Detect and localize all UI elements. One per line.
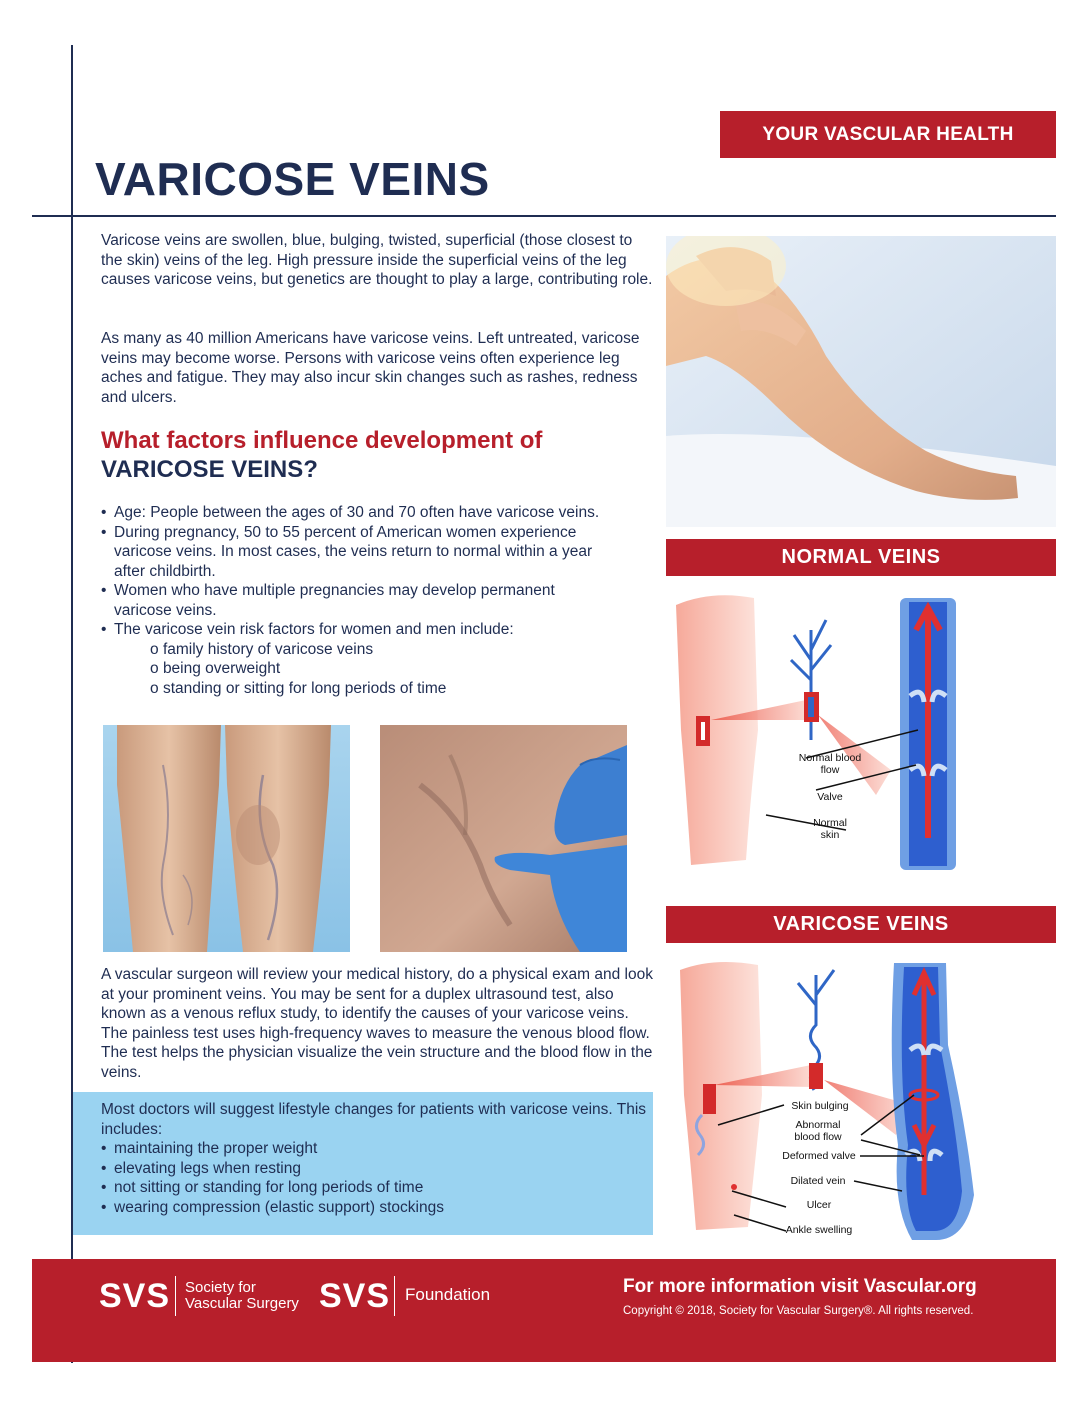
society-name-line-1: Society for: [185, 1279, 256, 1296]
factors-heading: [101, 426, 661, 484]
label-abnormal-blood-flow: Abnormal blood flow: [794, 1119, 842, 1143]
normal-veins-diagram: [666, 590, 1056, 880]
copyright-text: Copyright © 2018, Society for Vascular Surgery®. All rights reserved.: [623, 1305, 974, 1317]
diagnosis-paragraph: A vascular surgeon will review your medical history, do a physical exam and look at your prominent veins. You may be sent for a duplex ultrasound test, also known as a venous reflux study, to identify the causes of your varicose veins. The painless test uses high-frequency waves to measure the venous blood flow. The test helps the physician visualize the vein structure and the blood flow in the veins.: [101, 966, 653, 1081]
label-dilated-vein: Dilated vein: [790, 1175, 846, 1187]
normal-veins-header: NORMAL VEINS: [666, 539, 1056, 576]
foundation-name: Foundation: [405, 1285, 491, 1304]
header-rule: [32, 215, 1056, 217]
lifestyle-callout-text: [101, 1100, 653, 1217]
varicose-veins-header: VARICOSE VEINS: [666, 906, 1056, 943]
legs-varicose-photo: [103, 725, 350, 952]
label-ulcer: Ulcer: [806, 1199, 832, 1211]
risk-factor-item: o being overweight: [150, 659, 653, 679]
sitting-leg-photo: [666, 236, 1056, 527]
factors-heading-blue: VARICOSE VEINS?: [101, 456, 318, 483]
svs-foundation-logo: SVS: [319, 1277, 391, 1315]
label-valve: Valve: [817, 791, 843, 803]
society-name-line-2: Vascular Surgery: [185, 1295, 299, 1312]
intro-paragraph-2: As many as 40 million Americans have varicose veins. Left untreated, varicose veins may become worse. Persons with varicose veins often experience leg aches and fatigue. They may also incur skin changes such as rashes, redness and ulcers.: [101, 330, 640, 406]
gloved-exam-photo: [380, 725, 627, 952]
risk-factor-item: o family history of varicose veins: [150, 640, 653, 660]
factor-item: • The varicose vein risk factors for women and men include:: [101, 620, 653, 640]
label-deformed-valve: Deformed valve: [782, 1150, 856, 1162]
label-normal-blood-flow: Normal blood flow: [798, 752, 862, 776]
risk-factor-item: o standing or sitting for long periods of time: [150, 679, 653, 699]
lifestyle-item: • wearing compression (elastic support) stockings: [101, 1198, 653, 1218]
footer-divider: [175, 1276, 176, 1316]
factors-list: [101, 503, 653, 698]
lifestyle-item: • elevating legs when resting: [101, 1159, 653, 1179]
svs-society-name: [185, 1280, 299, 1312]
footer-divider: [394, 1276, 395, 1316]
lifestyle-intro: Most doctors will suggest lifestyle changes for patients with varicose veins. This includes:: [101, 1101, 647, 1138]
factors-heading-red: What factors influence development of: [101, 427, 543, 454]
label-normal-skin: Normal skin: [813, 817, 847, 841]
svs-logo: SVS: [99, 1277, 171, 1315]
label-ankle-swelling: Ankle swelling: [785, 1224, 853, 1236]
series-tag: YOUR VASCULAR HEALTH: [720, 111, 1056, 158]
factor-item: • Women who have multiple pregnancies may develop permanent varicose veins.: [101, 581, 653, 620]
lifestyle-item: • not sitting or standing for long periods of time: [101, 1178, 653, 1198]
page-title: VARICOSE VEINS: [95, 153, 490, 205]
more-info-link[interactable]: For more information visit Vascular.org: [623, 1276, 977, 1297]
factor-item: • During pregnancy, 50 to 55 percent of American women experience varicose veins. In most cases, the veins return to normal within a year after childbirth.: [101, 523, 653, 582]
varicose-veins-diagram: [666, 955, 1056, 1245]
intro-paragraph-1: Varicose veins are swollen, blue, bulging, twisted, superficial (those closest to the skin) veins of the leg. High pressure inside the superficial veins of the leg causes varicose veins, but genetics are thought to play a large, contributing role.: [101, 232, 653, 288]
footer-band: [32, 1259, 1056, 1362]
label-skin-bulging: Skin bulging: [791, 1100, 849, 1112]
lifestyle-item: • maintaining the proper weight: [101, 1139, 653, 1159]
factor-item: • Age: People between the ages of 30 and 70 often have varicose veins.: [101, 503, 653, 523]
